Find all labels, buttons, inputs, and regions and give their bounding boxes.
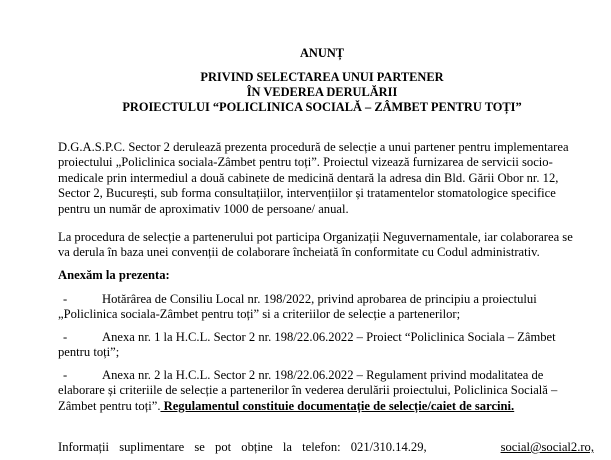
intro-line: medicale prin intermediul a două cabinete de medicină dentară la adresa din Bld. Gării Obor nr. 12,: [58, 170, 559, 185]
annex-item-text: „Policlinica sociala-Zâmbet pentru toți” si a criteriilor de selecție a partenerilor;: [58, 307, 461, 322]
selection-documentation-note: Regulamentul constituie documentație de selecție/caiet de sarcini.: [160, 398, 515, 413]
annex-item-text: Anexa nr. 1 la H.C.L. Sector 2 nr. 198/22.06.2022 – Proiect “Policlinica Sociala – Zâmbet: [102, 330, 556, 344]
list-dash: -: [63, 292, 68, 306]
intro-paragraph: [58, 140, 594, 217]
list-dash: -: [63, 330, 68, 344]
annex-item-3: [58, 368, 594, 414]
announcement-title: ANUNȚ: [299, 46, 345, 60]
contact-text: Informații suplimentare se pot obține la telefon: 021/310.14.29,: [58, 440, 427, 454]
contact-line: [58, 440, 594, 455]
annex-item-text: Zâmbet pentru toți”.: [58, 398, 161, 413]
participation-line: va derula în baza unei convenții de colaborare încheiată în conformitate cu Codul administrativ.: [58, 245, 540, 260]
annex-item-text: elaborare și criteriile de selecție a partenerilor în vederea derulării proiectului, Policlinica Socială –: [58, 383, 558, 398]
subtitle-line-3: PROIECTULUI “POLICLINICA SOCIALĂ – ZÂMBET PENTRU TOȚI”: [122, 100, 522, 114]
subtitle-line-1: PRIVIND SELECTAREA UNUI PARTENER: [200, 70, 444, 84]
list-dash: -: [63, 368, 68, 382]
participation-paragraph: [58, 230, 594, 261]
annex-item-1: [58, 292, 594, 323]
annex-item-text: Hotărârea de Consiliu Local nr. 198/2022, privind aprobarea de principiu a proiectului: [102, 292, 537, 306]
email-link[interactable]: social@social2.ro,: [500, 440, 594, 454]
intro-line: proiectului „Policlinica sociala-Zâmbet pentru toți”. Proiectul vizează furnizarea de servicii socio-: [58, 155, 553, 170]
intro-line: D.G.A.S.P.C. Sector 2 derulează prezenta procedură de selecție a unui partener pentru implementarea: [58, 140, 569, 154]
annex-item-2: [58, 330, 594, 361]
intro-line: pentru un număr de aproximativ 1000 de persoane/ anual.: [58, 201, 349, 216]
participation-line: La procedura de selecție a partenerului pot participa Organizații Neguvernamentale, iar colaborarea se: [58, 230, 573, 244]
annex-heading: Anexăm la prezenta:: [58, 268, 170, 282]
intro-line: Sector 2, București, sub forma consultațiilor, intervențiilor și tratamentelor stomatologice specifice: [58, 186, 556, 201]
annex-item-text: Anexa nr. 2 la H.C.L. Sector 2 nr. 198/22.06.2022 – Regulament privind modalitatea de: [102, 368, 544, 382]
subtitle-line-2: ÎN VEDEREA DERULĂRII: [246, 85, 398, 99]
annex-item-text: pentru toți”;: [58, 345, 120, 360]
